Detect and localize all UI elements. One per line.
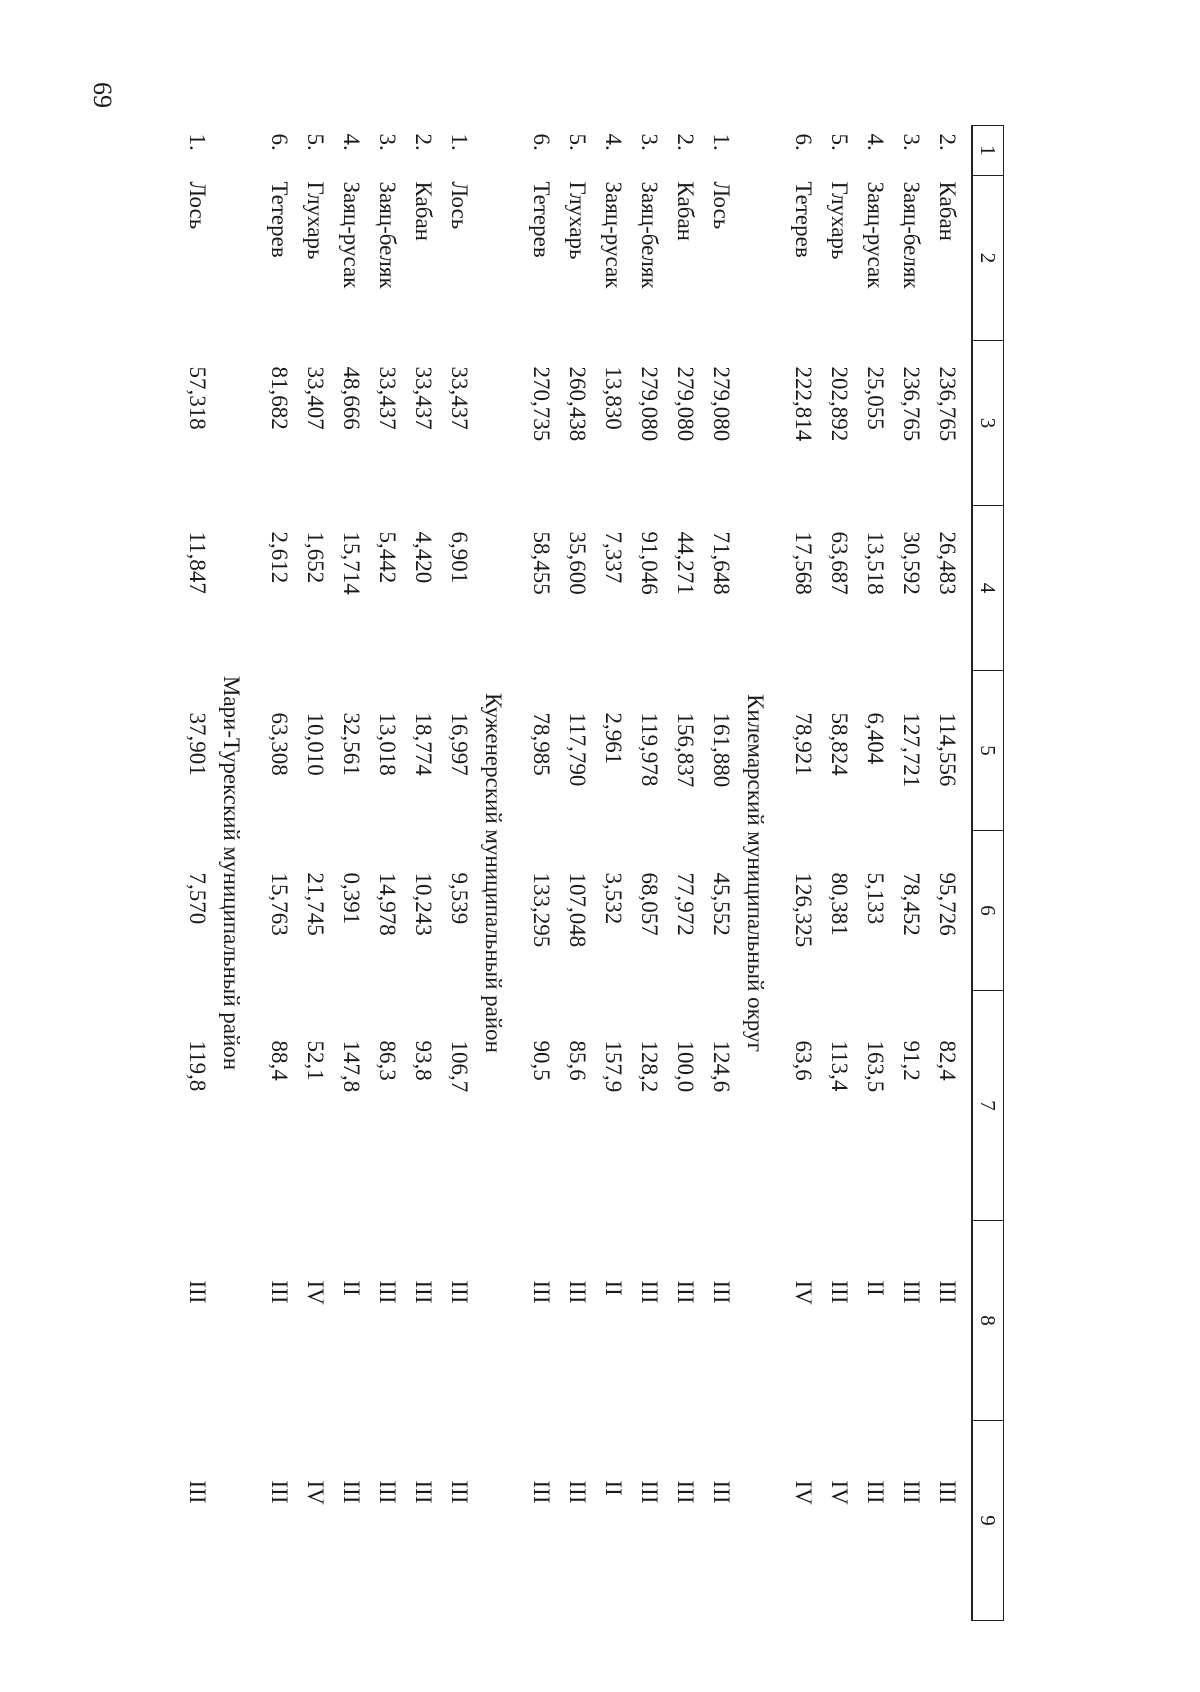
cell-col-9: III [565,1480,590,1504]
cell-col-4: 13,518 [863,531,888,595]
cell-col-7: 124,6 [709,1040,734,1093]
cell-col-1: 4. [601,133,626,151]
cell-col-4: 26,483 [935,531,960,595]
page-number: 69 [88,82,117,108]
cell-col-2: Заяц-русак [339,181,364,289]
cell-col-6: 77,972 [673,872,698,936]
cell-col-9: III [185,1480,210,1504]
cell-col-7: 91,2 [899,1040,924,1081]
table-row [667,126,703,1621]
table-row [857,126,893,1621]
cell-col-3: 202,892 [827,366,852,442]
table-row [405,126,441,1621]
cell-col-5: 127,721 [899,712,924,788]
cell-col-9: III [529,1480,554,1504]
cell-col-1: 2. [411,133,436,151]
cell-col-5: 16,997 [447,712,472,776]
column-header-6: 6 [972,831,1004,991]
cell-col-5: 37,901 [185,712,210,776]
table-row [297,126,333,1621]
cell-col-2: Заяц-беляк [637,181,662,289]
cell-col-2: Тетерев [791,181,816,258]
cell-col-7: 119,8 [185,1040,210,1092]
cell-col-8: III [529,1280,554,1304]
cell-col-6: 80,381 [827,872,852,936]
cell-col-2: Тетерев [529,181,554,258]
cell-col-7: 63,6 [791,1040,816,1081]
cell-col-6: 133,295 [529,872,554,948]
cell-col-4: 30,592 [899,531,924,595]
table-row [523,126,559,1621]
cell-col-5: 119,978 [637,712,662,787]
cell-col-4: 7,337 [601,531,626,584]
column-header-4: 4 [972,506,1004,671]
cell-col-3: 48,666 [339,366,364,430]
cell-col-7: 163,5 [863,1040,888,1093]
cell-col-6: 9,539 [447,872,472,925]
cell-col-5: 10,010 [303,712,328,776]
cell-col-8: II [601,1280,626,1296]
cell-col-6: 3,532 [601,872,626,925]
cell-col-2: Заяц-русак [863,181,888,289]
group-spacer [247,126,261,1621]
cell-col-2: Тетерев [267,181,292,258]
cell-col-7: 90,5 [529,1040,554,1081]
cell-col-4: 1,652 [303,531,328,584]
cell-col-8: IV [303,1280,328,1305]
cell-col-5: 117,790 [565,712,590,787]
cell-col-3: 33,437 [375,366,400,430]
cell-col-9: IV [303,1480,328,1505]
cell-col-5: 78,985 [529,712,554,776]
cell-col-5: 114,556 [935,712,960,787]
cell-col-3: 260,438 [565,366,590,442]
cell-col-1: 6. [529,133,554,151]
cell-col-7: 88,4 [267,1040,292,1081]
table-row [703,126,739,1621]
cell-col-2: Кабан [411,181,436,241]
table-body [179,126,972,1621]
cell-col-8: III [709,1280,734,1304]
cell-col-3: 236,765 [935,366,960,442]
table-row [369,126,405,1621]
district-title: Килемарский муниципальный округ [743,694,768,1052]
table-row [631,126,667,1621]
cell-col-2: Заяц-беляк [375,181,400,289]
cell-col-7: 128,2 [637,1040,662,1093]
cell-col-1: 4. [863,133,888,151]
cell-col-3: 222,814 [791,366,816,442]
cell-col-3: 279,080 [637,366,662,442]
cell-col-6: 126,325 [791,872,816,948]
table-row [179,126,215,1621]
column-header-2: 2 [972,176,1004,341]
cell-col-6: 45,552 [709,872,734,936]
cell-col-9: III [935,1480,960,1504]
column-header-1: 1 [972,126,1004,176]
column-header-8: 8 [972,1221,1004,1421]
cell-col-2: Глухарь [827,181,852,260]
column-header-7: 7 [972,991,1004,1221]
table-header-row [972,126,1004,1621]
cell-col-1: 1. [709,133,734,151]
cell-col-8: II [863,1280,888,1296]
cell-col-7: 106,7 [447,1040,472,1093]
cell-col-4: 5,442 [375,531,400,584]
cell-col-9: III [375,1480,400,1504]
cell-col-4: 91,046 [637,531,662,595]
table-row [595,126,631,1621]
table-row [821,126,857,1621]
cell-col-4: 6,901 [447,531,472,584]
cell-col-1: 6. [267,133,292,151]
cell-col-6: 0,391 [339,872,364,925]
cell-col-4: 2,612 [267,531,292,584]
cell-col-7: 85,6 [565,1040,590,1081]
cell-col-1: 5. [565,133,590,151]
hunting-resources-table [179,125,1004,1621]
cell-col-5: 32,561 [339,712,364,776]
cell-col-6: 95,726 [935,872,960,936]
cell-col-8: III [637,1280,662,1304]
cell-col-6: 15,763 [267,872,292,936]
table-row [785,126,821,1621]
cell-col-1: 1. [447,133,472,151]
district-title: Мари-Турекский муниципальный район [219,675,244,1071]
group-spacer [509,126,523,1621]
table-row [559,126,595,1621]
cell-col-1: 2. [673,133,698,151]
spacer-cell [509,126,523,1621]
cell-col-1: 6. [791,133,816,151]
cell-col-5: 18,774 [411,712,436,776]
cell-col-9: III [411,1480,436,1504]
cell-col-8: III [185,1280,210,1304]
cell-col-5: 6,404 [863,712,888,765]
cell-col-1: 4. [339,133,364,151]
cell-col-3: 33,407 [303,366,328,430]
cell-col-7: 157,9 [601,1040,626,1093]
cell-col-7: 113,4 [827,1040,852,1092]
cell-col-7: 100,0 [673,1040,698,1093]
cell-col-5: 161,880 [709,712,734,788]
cell-col-4: 11,847 [185,531,210,594]
cell-col-9: IV [791,1480,816,1505]
cell-col-8: III [673,1280,698,1304]
column-header-5: 5 [972,671,1004,831]
cell-col-3: 13,830 [601,366,626,430]
cell-col-6: 7,570 [185,872,210,925]
cell-col-2: Глухарь [303,181,328,260]
spacer-cell [771,126,785,1621]
cell-col-5: 58,824 [827,712,852,776]
cell-col-8: III [411,1280,436,1304]
cell-col-3: 236,765 [899,366,924,442]
cell-col-2: Лось [447,181,472,230]
cell-col-6: 14,978 [375,872,400,936]
cell-col-7: 86,3 [375,1040,400,1081]
cell-col-2: Заяц-русак [601,181,626,289]
cell-col-3: 25,055 [863,366,888,430]
cell-col-4: 4,420 [411,531,436,584]
cell-col-1: 1. [185,133,210,151]
cell-col-3: 81,682 [267,366,292,430]
cell-col-9: III [339,1480,364,1504]
cell-col-2: Заяц-беляк [899,181,924,289]
cell-col-9: III [863,1480,888,1504]
cell-col-7: 52,1 [303,1040,328,1081]
cell-col-5: 13,018 [375,712,400,776]
cell-col-8: III [827,1280,852,1304]
cell-col-9: III [447,1480,472,1504]
cell-col-2: Кабан [935,181,960,241]
cell-col-3: 57,318 [185,366,210,430]
cell-col-2: Глухарь [565,181,590,260]
district-heading-row [215,126,247,1621]
district-title: Куженерский муниципальный район [481,693,506,1053]
cell-col-9: III [899,1480,924,1504]
cell-col-3: 33,437 [411,366,436,430]
cell-col-4: 35,600 [565,531,590,595]
table-row [893,126,929,1621]
cell-col-4: 44,271 [673,531,698,595]
cell-col-8: III [447,1280,472,1304]
district-heading-row [477,126,509,1621]
cell-col-9: III [673,1480,698,1504]
cell-col-9: II [601,1480,626,1496]
column-header-9: 9 [972,1421,1004,1621]
cell-col-8: IV [791,1280,816,1305]
spacer-cell [247,126,261,1621]
cell-col-5: 63,308 [267,712,292,776]
cell-col-8: III [565,1280,590,1304]
cell-col-8: III [899,1280,924,1304]
cell-col-4: 63,687 [827,531,852,595]
table-row [929,126,972,1621]
cell-col-5: 156,837 [673,712,698,788]
cell-col-3: 270,735 [529,366,554,442]
cell-col-7: 147,8 [339,1040,364,1093]
cell-col-7: 82,4 [935,1040,960,1081]
cell-col-2: Лось [185,181,210,230]
cell-col-2: Лось [709,181,734,230]
cell-col-8: III [267,1280,292,1304]
cell-col-4: 15,714 [339,531,364,595]
cell-col-8: II [339,1280,364,1296]
cell-col-5: 78,921 [791,712,816,776]
cell-col-9: III [637,1480,662,1504]
cell-col-6: 21,745 [303,872,328,936]
cell-col-1: 5. [303,133,328,151]
column-header-3: 3 [972,341,1004,506]
cell-col-9: IV [827,1480,852,1505]
cell-col-6: 68,057 [637,872,662,936]
cell-col-6: 78,452 [899,872,924,936]
cell-col-4: 17,568 [791,531,816,595]
cell-col-8: III [935,1280,960,1304]
cell-col-3: 279,080 [673,366,698,442]
cell-col-4: 71,648 [709,531,734,595]
cell-col-1: 3. [637,133,662,151]
cell-col-1: 2. [935,133,960,151]
table-row [333,126,369,1621]
cell-col-6: 5,133 [863,872,888,925]
cell-col-3: 33,437 [447,366,472,430]
cell-col-2: Кабан [673,181,698,241]
table-row [261,126,297,1621]
group-spacer [771,126,785,1621]
cell-col-6: 10,243 [411,872,436,936]
cell-col-6: 107,048 [565,872,590,948]
cell-col-1: 3. [899,133,924,151]
cell-col-9: III [267,1480,292,1504]
cell-col-9: III [709,1480,734,1504]
cell-col-5: 2,961 [601,712,626,765]
district-heading-row [739,126,771,1621]
cell-col-1: 3. [375,133,400,151]
cell-col-1: 5. [827,133,852,151]
cell-col-7: 93,8 [411,1040,436,1081]
cell-col-4: 58,455 [529,531,554,595]
table-row [441,126,477,1621]
cell-col-3: 279,080 [709,366,734,442]
cell-col-8: III [375,1280,400,1304]
